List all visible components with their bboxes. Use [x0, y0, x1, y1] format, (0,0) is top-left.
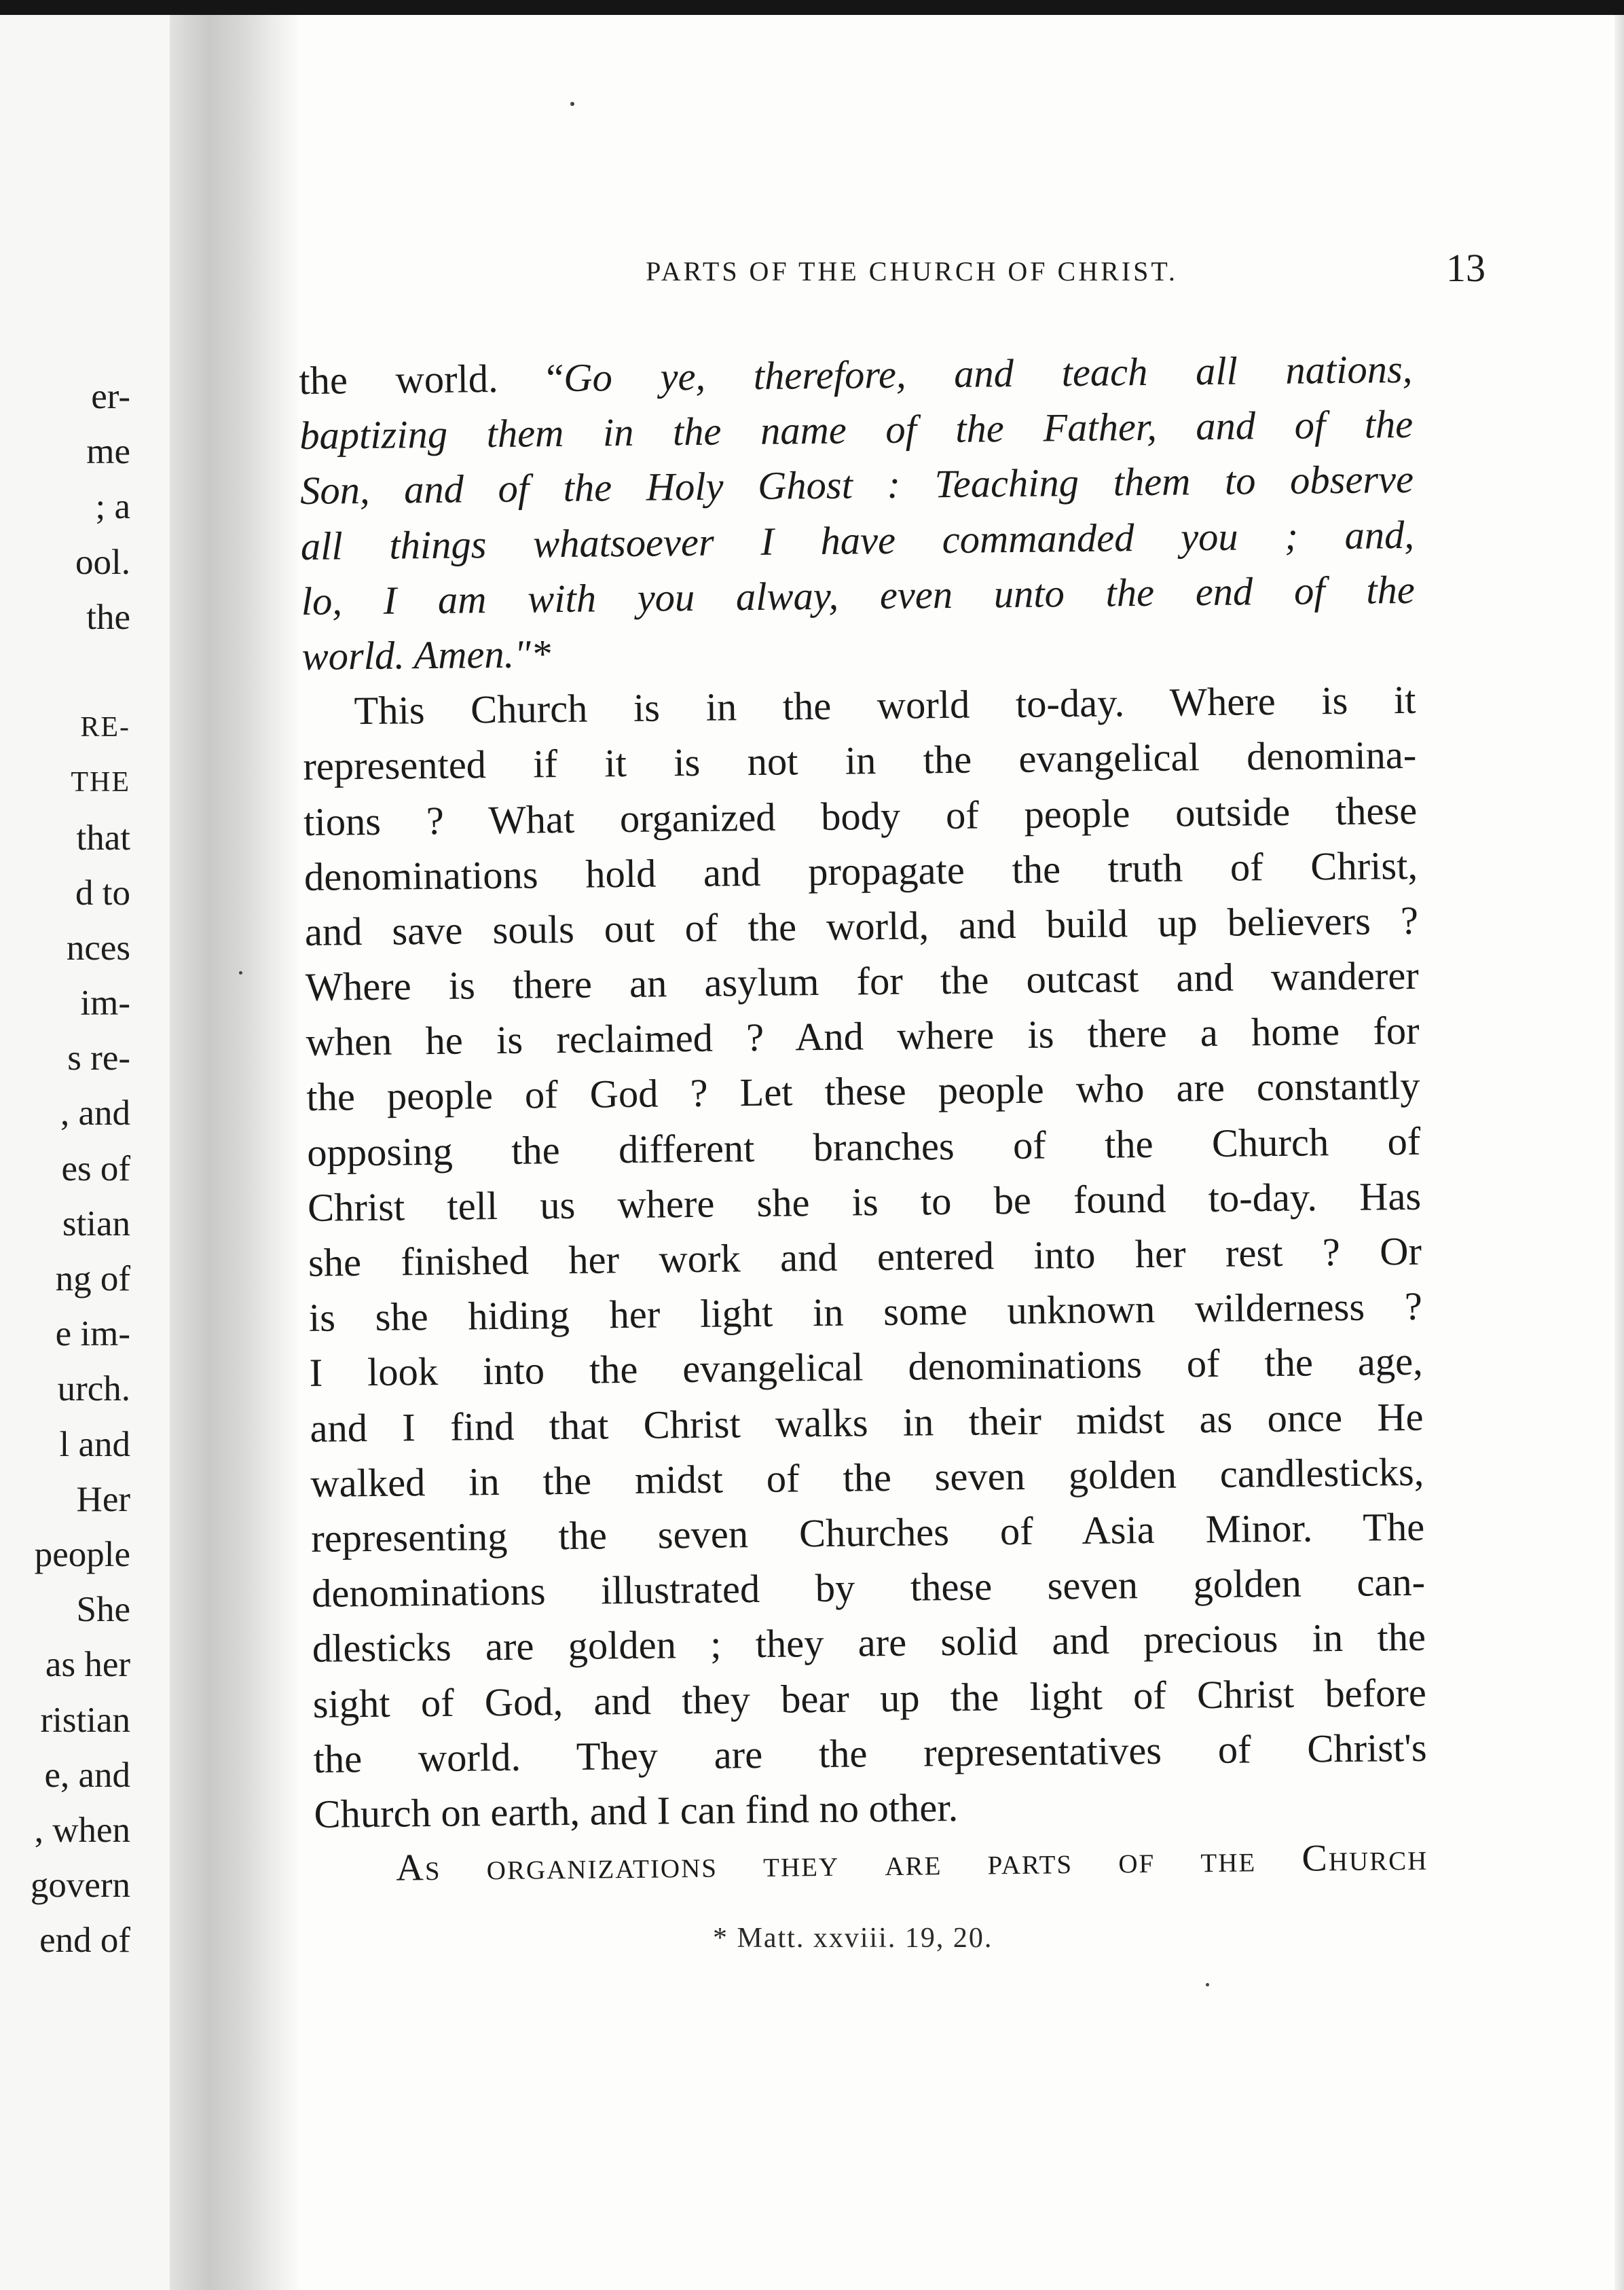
paragraph-line: I look into the evangelical denominations of the age,: [309, 1339, 1423, 1396]
left-fragment: end of: [39, 1921, 130, 1961]
scan-speck: [1206, 1983, 1209, 1986]
footnote: * Matt. xxviii. 19, 20.: [713, 1923, 993, 1954]
paragraph-line: sight of God, and they bear up the light of Christ before: [312, 1670, 1427, 1726]
paragraph-line: Church on earth, and I can find no other.: [314, 1785, 959, 1836]
paragraph-line: denominations illustrated by these seven golden can-: [311, 1559, 1426, 1616]
left-fragment: me: [86, 432, 130, 472]
paragraph-line: the people of God ? Let these people who are constantly: [306, 1064, 1420, 1120]
right-page: [299, 15, 1616, 2290]
left-fragment: l and: [59, 1424, 130, 1464]
paragraph-line: the world. They are the representatives of Christ's: [313, 1725, 1427, 1781]
left-fragment: e, and: [44, 1755, 130, 1795]
left-page: [0, 15, 170, 2290]
left-fragment: She: [76, 1590, 130, 1630]
left-fragment: ristian: [40, 1700, 130, 1740]
page-number: 13: [1446, 246, 1485, 290]
left-fragment: the: [86, 597, 130, 637]
paragraph-line: is she hiding her light in some unknown wilderness ?: [308, 1284, 1423, 1341]
quote-lead: the world. “: [299, 355, 564, 403]
paragraph-line: representing the seven Churches of Asia Minor. The: [310, 1504, 1425, 1561]
left-fragment: ; a: [95, 487, 130, 527]
left-fragment: RE-: [80, 712, 130, 744]
paragraph-line: represented if it is not in the evangelical denomina-: [303, 733, 1417, 789]
paragraph-line: tions ? What organized body of people outside these: [303, 788, 1418, 844]
left-fragment: , when: [34, 1810, 130, 1850]
left-fragment: ng of: [55, 1259, 130, 1298]
left-fragment: as her: [45, 1645, 130, 1685]
left-fragment: , and: [60, 1093, 130, 1133]
scan-speck: [239, 971, 242, 975]
left-fragment: stian: [62, 1203, 130, 1243]
scripture-quote-line: Go ye, therefore, and teach all nations,: [564, 346, 1413, 400]
left-fragment-blank: [0, 645, 130, 700]
paragraph-line: and I find that Christ walks in their midst as once He: [310, 1394, 1424, 1451]
left-fragment: THE: [71, 767, 130, 799]
paragraph-line: Where is there an asylum for the outcast and wanderer: [305, 953, 1420, 1010]
left-fragment: d to: [75, 873, 130, 913]
left-page-text-fragments: [0, 369, 130, 1968]
left-fragment: er-: [91, 377, 130, 416]
left-fragment: Her: [76, 1479, 130, 1519]
left-fragment: govern: [30, 1866, 130, 1906]
paragraph-line: walked in the midst of the seven golden candlesticks,: [310, 1449, 1424, 1506]
scripture-quote-line: all things whatsoever I have commanded you ; and,: [300, 512, 1415, 568]
paragraph-line: This Church is in the world to-day. Where is it: [354, 677, 1416, 733]
page-edge-shadow: [1614, 15, 1624, 2290]
gutter-shadow: [170, 15, 299, 2290]
left-fragment: e im-: [55, 1314, 130, 1354]
left-fragment: es of: [61, 1148, 130, 1188]
paragraph-line: dlesticks are golden ; they are solid and precious in the: [312, 1615, 1426, 1671]
left-fragment: nces: [66, 928, 130, 968]
left-fragment: ool.: [75, 542, 130, 582]
scripture-quote-line: Son, and of the Holy Ghost : Teaching them to observe: [299, 457, 1414, 513]
scan-top-border: [0, 0, 1624, 15]
scripture-quote-line: world. Amen."*: [301, 632, 551, 678]
left-fragment: s re-: [67, 1038, 130, 1078]
paragraph-line: and save souls out of the world, and build up believers ?: [304, 898, 1419, 954]
body-text: [299, 342, 1428, 1897]
running-head-title: PARTS OF THE CHURCH OF CHRIST.: [646, 256, 1178, 287]
scripture-quote-line: baptizing them in the name of the Father, and of the: [299, 402, 1414, 458]
scripture-quote-line: lo, I am with you alway, even unto the end of the: [301, 567, 1416, 623]
paragraph-line: she finished her work and entered into her rest ? Or: [308, 1229, 1422, 1285]
left-fragment: urch.: [57, 1369, 130, 1409]
left-fragment: im-: [80, 983, 130, 1023]
running-head: [487, 246, 1485, 292]
paragraph-line: when he is reclaimed ? And where is there a home for: [306, 1008, 1420, 1065]
left-fragment: people: [34, 1534, 130, 1574]
paragraph-line: Christ tell us where she is to be found to-day. Has: [307, 1174, 1422, 1230]
closing-small-caps-line: As organizations they are parts of the Church: [396, 1836, 1428, 1889]
scan-speck: [570, 102, 574, 106]
paragraph-line: denominations hold and propagate the truth of Christ,: [303, 843, 1418, 899]
paragraph-line: opposing the different branches of the Church of: [306, 1119, 1421, 1175]
left-fragment: that: [76, 818, 130, 858]
